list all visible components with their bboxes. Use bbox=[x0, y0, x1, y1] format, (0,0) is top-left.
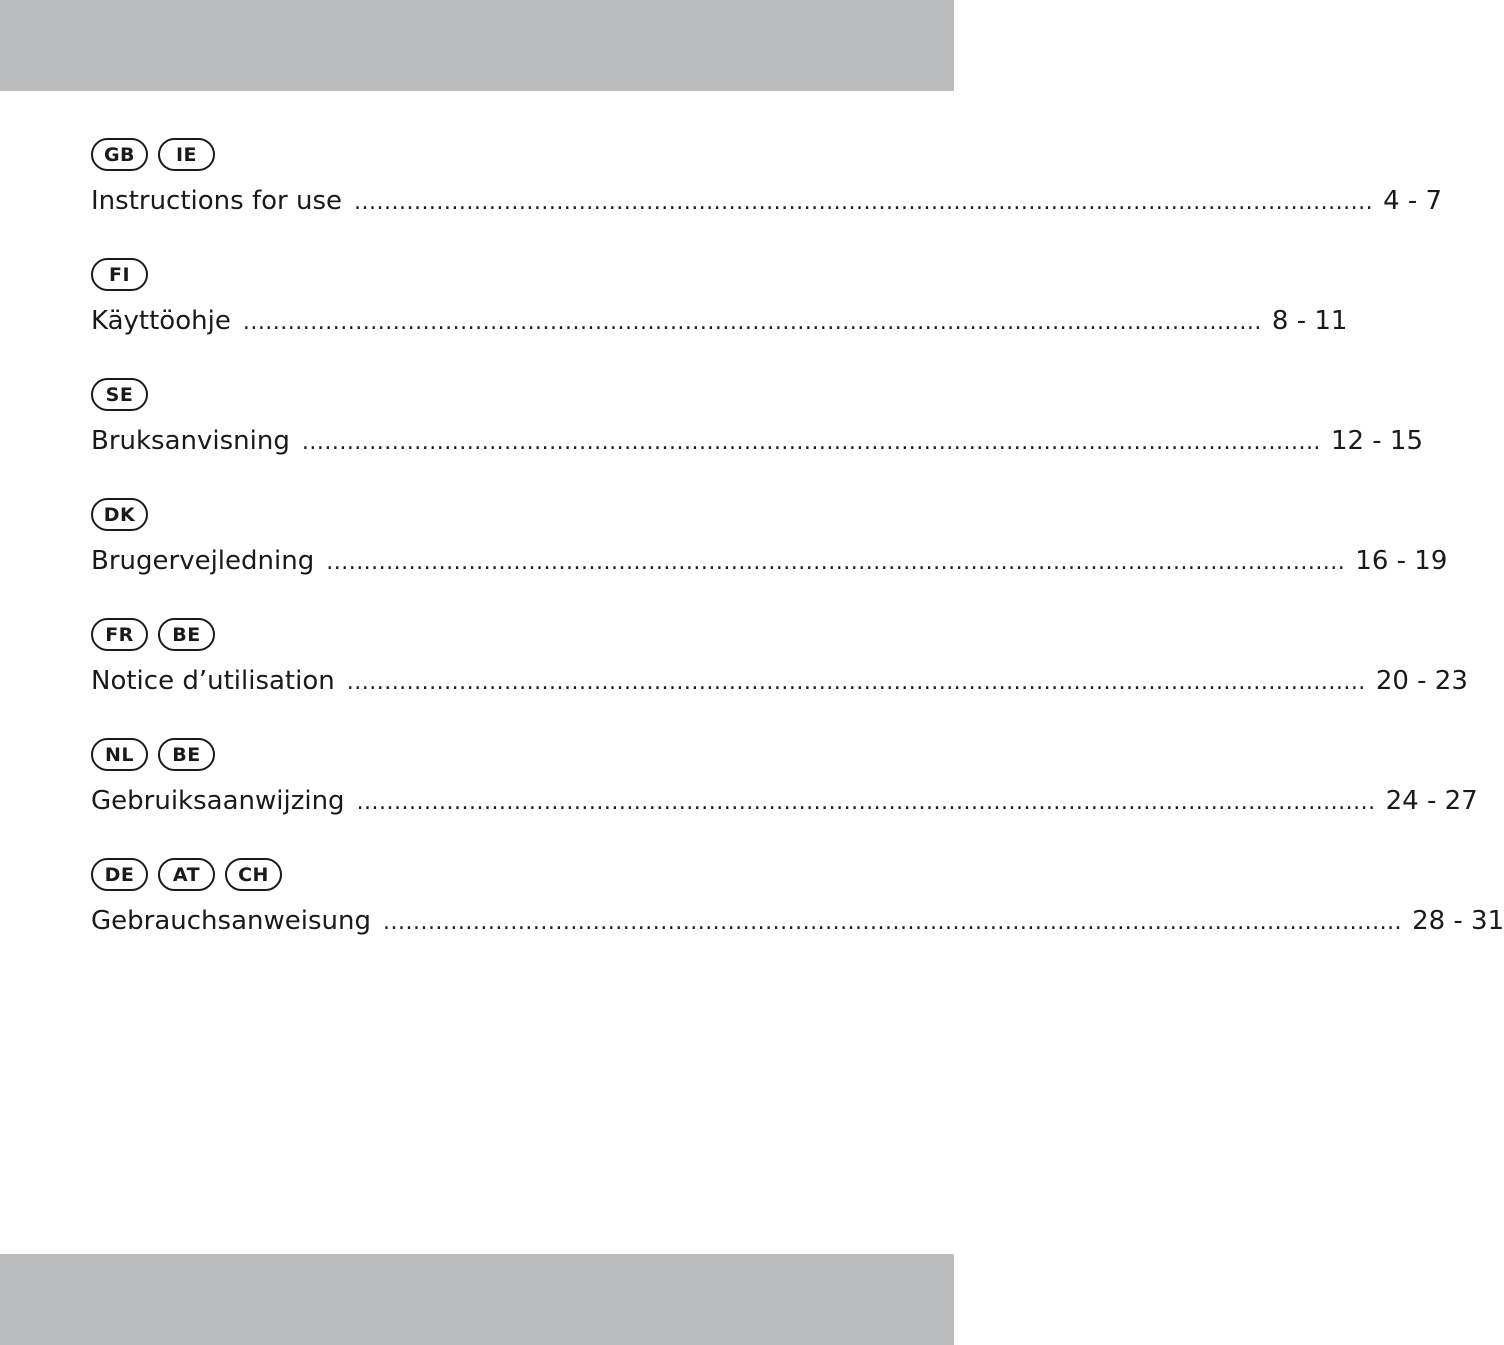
toc-entry-pages: 8 - 11 bbox=[1271, 306, 1348, 336]
country-badge: AT bbox=[158, 858, 215, 891]
toc-section-fi bbox=[91, 258, 1348, 378]
dot-leader: ........................................................................................................................................ bbox=[346, 670, 1366, 695]
country-badges bbox=[91, 378, 148, 411]
toc-entry[interactable] bbox=[91, 544, 1448, 580]
country-badges bbox=[91, 138, 215, 171]
toc-entry[interactable] bbox=[91, 664, 1468, 700]
dot-leader: ........................................................................................................................................ bbox=[301, 430, 1321, 455]
toc-section-nl-be bbox=[91, 738, 1478, 858]
bottom-band bbox=[0, 1254, 954, 1345]
toc-entry-pages: 16 - 19 bbox=[1355, 546, 1448, 576]
country-badges bbox=[91, 858, 282, 891]
toc-section-dk bbox=[91, 498, 1448, 618]
country-badges bbox=[91, 618, 215, 651]
toc-entry[interactable] bbox=[91, 784, 1478, 820]
toc-entry-pages: 20 - 23 bbox=[1375, 666, 1468, 696]
toc-entry[interactable] bbox=[91, 304, 1348, 340]
toc-entry-pages: 28 - 31 bbox=[1412, 906, 1504, 936]
country-badges bbox=[91, 738, 215, 771]
country-badge: CH bbox=[225, 858, 282, 891]
toc-section-fr-be bbox=[91, 618, 1468, 738]
dot-leader: ........................................................................................................................................ bbox=[356, 790, 1376, 815]
dot-leader: ........................................................................................................................................ bbox=[242, 310, 1262, 335]
dot-leader: ........................................................................................................................................ bbox=[382, 910, 1403, 935]
toc-entry-pages: 24 - 27 bbox=[1385, 786, 1478, 816]
toc-entry-pages: 4 - 7 bbox=[1383, 186, 1443, 216]
toc-entry-title: Käyttöohje bbox=[91, 306, 231, 336]
country-badge: BE bbox=[158, 618, 215, 651]
table-of-contents bbox=[91, 138, 1504, 978]
toc-entry[interactable] bbox=[91, 184, 1443, 220]
toc-entry[interactable] bbox=[91, 904, 1504, 940]
toc-entry-title: Brugervejledning bbox=[91, 546, 315, 576]
country-badge: NL bbox=[91, 738, 148, 771]
top-band bbox=[0, 0, 954, 91]
toc-section-se bbox=[91, 378, 1424, 498]
toc-entry-title: Notice d’utilisation bbox=[91, 666, 335, 696]
country-badge: FR bbox=[91, 618, 148, 651]
toc-entry-title: Bruksanvisning bbox=[91, 426, 290, 456]
country-badge: IE bbox=[158, 138, 215, 171]
toc-section-gb-ie bbox=[91, 138, 1443, 258]
country-badge: FI bbox=[91, 258, 148, 291]
toc-entry-pages: 12 - 15 bbox=[1330, 426, 1424, 456]
dot-leader: ........................................................................................................................................ bbox=[354, 190, 1374, 215]
toc-section-de-at-ch bbox=[91, 858, 1504, 978]
country-badge: SE bbox=[91, 378, 148, 411]
toc-entry-title: Gebruiksaanwijzing bbox=[91, 786, 345, 816]
dot-leader: ........................................................................................................................................ bbox=[326, 550, 1346, 575]
country-badge: BE bbox=[158, 738, 215, 771]
toc-entry-title: Instructions for use bbox=[91, 186, 342, 216]
country-badge: DK bbox=[91, 498, 148, 531]
toc-entry-title: Gebrauchsanweisung bbox=[91, 906, 371, 936]
country-badges bbox=[91, 258, 148, 291]
toc-entry[interactable] bbox=[91, 424, 1424, 460]
country-badge: GB bbox=[91, 138, 148, 171]
country-badge: DE bbox=[91, 858, 148, 891]
country-badges bbox=[91, 498, 148, 531]
